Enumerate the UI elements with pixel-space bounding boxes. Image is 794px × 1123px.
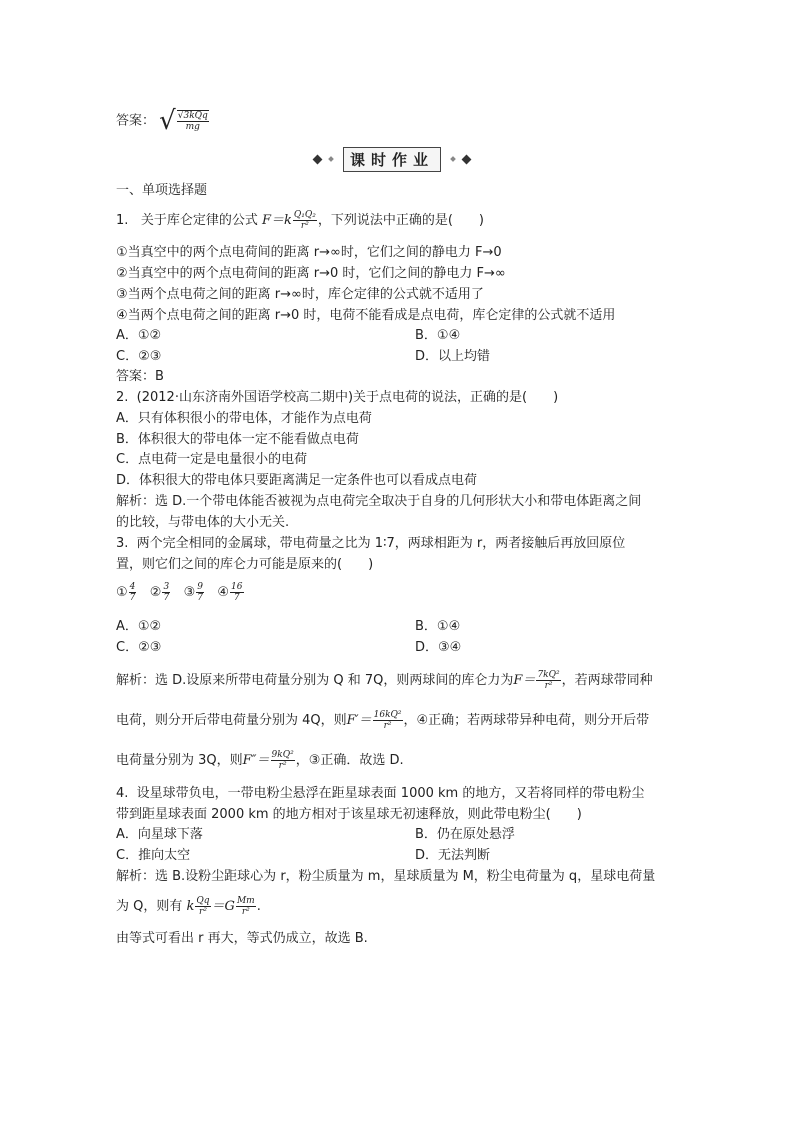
diamond-small-icon	[328, 156, 334, 162]
q1-statement-3: ③当两个点电荷之间的距离 r→∞时，库仑定律的公式就不适用了	[116, 287, 484, 302]
q4-right-fraction	[236, 896, 256, 917]
q2-option-d: D．体积很大的带电体只要距离满足一定条件也可以看成点电荷	[116, 473, 478, 488]
q2-stem	[116, 389, 558, 407]
q1-formula: F＝k	[261, 213, 292, 228]
q4-eq: ＝G	[211, 899, 235, 914]
q3-exp3-text: 电荷量分别为 3Q，则	[116, 753, 243, 768]
answer-denominator: mg	[185, 122, 200, 132]
diamond-icon	[462, 154, 472, 164]
q4-exp2-text: 为 Q，则有	[116, 899, 183, 914]
q4-number: 4.	[116, 786, 129, 801]
q1-text: 关于库仑定律的公式	[140, 213, 258, 228]
q3-option-d: D．③④	[415, 640, 462, 655]
q3-stem-1	[116, 535, 625, 553]
q3-exp3-fraction	[271, 750, 295, 771]
q2-option-c: C．点电荷一定是电量很小的电荷	[116, 452, 308, 467]
q3-choice-4-fraction	[230, 582, 243, 603]
q4-option-b: B．仍在原处悬浮	[415, 827, 515, 842]
banner-title: 课时作业	[343, 147, 441, 172]
q4-left-fraction	[195, 896, 210, 917]
q2-option-a: A．只有体积很小的带电体，才能作为点电荷	[116, 411, 372, 426]
answer-prev	[116, 108, 210, 134]
q3-choice-1-mark: ①	[116, 585, 128, 600]
section-banner	[310, 147, 474, 171]
q1-option-b: B．①④	[415, 328, 461, 343]
radical-icon: √	[159, 106, 176, 136]
q3-option-a: A．①②	[116, 619, 162, 634]
q1-fraction	[293, 210, 317, 231]
q3-choice-4-mark: ④	[217, 585, 230, 600]
q1-frac-den: r²	[300, 221, 309, 231]
q4-right-den: r²	[241, 907, 250, 917]
answer-label: 答案：	[116, 113, 156, 129]
q3-explanation-1	[116, 668, 653, 694]
q1-answer: 答案：B	[116, 369, 164, 384]
q4-explanation-3: 由等式可看出 r 再大，等式仍成立，故选 B.	[116, 931, 368, 946]
q4-k: k	[186, 899, 195, 914]
q3-choice-2-mark: ②	[149, 585, 162, 600]
q3-option-b: B．①④	[415, 619, 461, 634]
q1-statement-1: ①当真空中的两个点电荷间的距离 r→∞时，它们之间的静电力 F→0	[116, 245, 502, 260]
q1-text-end: ，下列说法中正确的是( )	[317, 213, 485, 228]
q3-choice-1-fraction	[129, 582, 137, 603]
q3-choice-2-fraction	[162, 582, 170, 603]
q3-explanation-3	[116, 748, 404, 774]
q3-choice-3-num: 9	[197, 582, 203, 592]
q4-explanation-1: 解析：选 B.设粉尘距球心为 r，粉尘质量为 m，星球质量为 M，粉尘电荷量为 q，星球电荷量	[116, 869, 656, 884]
q3-exp2-den: r²	[383, 721, 392, 731]
q3-choice-3-mark: ③	[183, 585, 196, 600]
q3-choice-3-den: 7	[197, 593, 203, 603]
q3-choice-4-den: 7	[233, 593, 240, 603]
q3-exp3-lhs: F″＝	[242, 753, 270, 768]
q3-exp3-den: r²	[278, 761, 287, 771]
q3-exp1-text-end: ，若两球带同种	[561, 673, 653, 688]
q4-option-a: A．向星球下落	[116, 827, 203, 842]
q1-frac-num: Q₁Q₂	[293, 210, 316, 220]
q3-exp1-lhs: F＝	[513, 673, 536, 688]
q1-option-d: D．以上均错	[415, 349, 491, 364]
q3-exp2-lhs: F′＝	[346, 713, 372, 728]
q3-choice-2-num: 3	[163, 582, 170, 592]
q1-statement-4: ④当两个点电荷之间的距离 r→0 时，电荷不能看成是点电荷，库仑定律的公式就不适用	[116, 308, 616, 323]
q1-statement-2: ②当真空中的两个点电荷间的距离 r→0 时，它们之间的静电力 F→∞	[116, 266, 506, 281]
q4-left-num: Qq	[196, 896, 210, 906]
q4-stem-1	[116, 785, 644, 803]
answer-numerator: √3kQq	[177, 111, 208, 121]
diamond-icon	[313, 154, 323, 164]
q3-option-c: C．②③	[116, 640, 162, 655]
q3-exp2-num: 16kQ²	[373, 710, 402, 720]
q4-left-den: r²	[199, 907, 207, 917]
q3-choice-3-fraction	[196, 582, 204, 603]
q2-option-b: B．体积很大的带电体一定不能看做点电荷	[116, 432, 359, 447]
q2-number: 2.	[116, 390, 129, 405]
q3-exp1-fraction	[536, 670, 560, 691]
q4-option-c: C．推向太空	[116, 848, 191, 863]
q3-exp1-den: r²	[544, 681, 553, 691]
q3-explanation-2	[116, 708, 649, 734]
q1-number: 1.	[116, 213, 129, 228]
q3-exp2-text-end: ，④正确；若两球带异种电荷，则分开后带	[403, 713, 650, 728]
q3-exp1-num: 7kQ²	[537, 670, 560, 680]
q2-explanation-1: 解析：选 D.一个带电体能否被视为点电荷完全取决于自身的几何形状大小和带电体距离之间	[116, 494, 642, 509]
q3-exp2-fraction	[373, 710, 403, 731]
q3-exp1-text: 解析：选 D.设原来所带电荷量分别为 Q 和 7Q，则两球间的库仑力为	[116, 673, 514, 688]
q3-choices	[116, 580, 245, 606]
answer-fraction	[177, 110, 209, 132]
q2-text: (2012·山东济南外国语学校高二期中)关于点电荷的说法，正确的是( )	[136, 390, 559, 405]
q4-text-1: 设星球带负电，一带电粉尘悬浮在距星球表面 1000 km 的地方，又若将同样的带电粉尘	[136, 786, 645, 801]
q3-choice-1-den: 7	[129, 593, 136, 603]
q3-number: 3.	[116, 536, 129, 551]
q4-right-num: Mm	[236, 896, 255, 906]
diamond-small-icon	[450, 156, 456, 162]
q4-exp2-end: .	[256, 899, 261, 914]
q1-option-a: A．①②	[116, 328, 162, 343]
q3-exp3-text-end: ，③正确．故选 D.	[295, 753, 404, 768]
q3-stem-2: 置，则它们之间的库仑力可能是原来的( )	[116, 557, 374, 572]
sqrt-expression	[159, 108, 210, 134]
q3-choice-4-num: 16	[231, 582, 243, 592]
q3-exp2-text: 电荷，则分开后带电荷量分别为 4Q，则	[116, 713, 347, 728]
q2-explanation-2: 的比较，与带电体的大小无关.	[116, 515, 290, 530]
q3-choice-1-num: 4	[129, 582, 136, 592]
q3-text-1: 两个完全相同的金属球，带电荷量之比为 1∶7，两球相距为 r，两者接触后再放回原位	[136, 536, 626, 551]
q1-stem	[116, 210, 484, 231]
section-heading: 一、单项选择题	[116, 183, 208, 198]
q3-exp3-num: 9kQ²	[271, 750, 294, 760]
q4-option-d: D．无法判断	[415, 848, 491, 863]
q4-stem-2: 带到距星球表面 2000 km 的地方相对于该星球无初速释放，则此带电粉尘( )	[116, 807, 582, 822]
q1-option-c: C．②③	[116, 349, 162, 364]
q4-explanation-2	[116, 894, 261, 920]
q3-choice-2-den: 7	[163, 593, 170, 603]
